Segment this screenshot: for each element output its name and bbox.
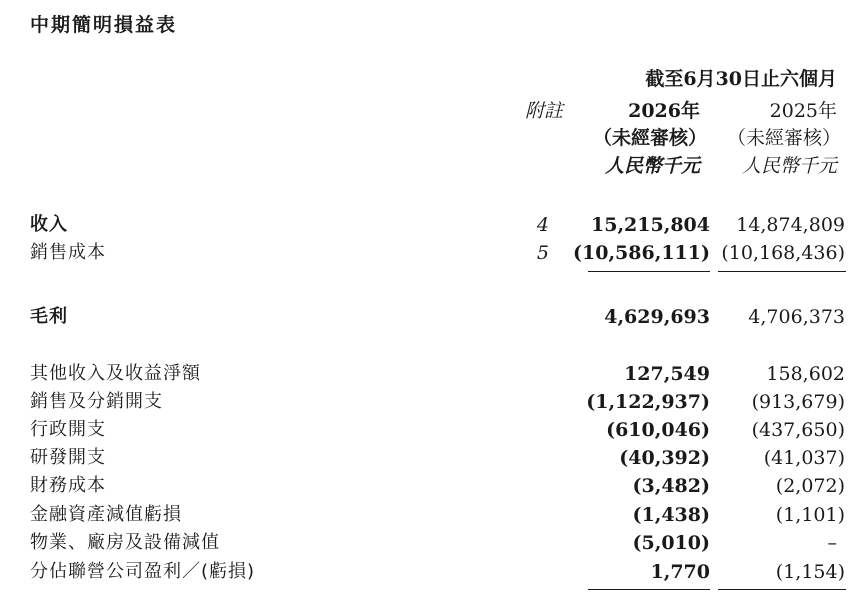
- audit-status-2026: （未經審核）: [592, 127, 707, 149]
- table-row: [0, 305, 865, 329]
- value-2026: (1,438): [632, 504, 710, 526]
- value-2026: 127,549: [624, 363, 710, 385]
- value-2025: (41,037): [763, 447, 845, 469]
- row-label: 銷售及分銷開支: [30, 391, 163, 412]
- row-label: 物業、廠房及設備減值: [30, 532, 220, 553]
- table-row: [0, 531, 865, 555]
- row-label: 毛利: [30, 306, 68, 327]
- subtotal-rule-2026: [588, 271, 710, 272]
- table-row: [0, 560, 865, 584]
- audit-status-2025: （未經審核）: [726, 127, 841, 149]
- year-2025-header: 2025年: [769, 100, 837, 122]
- value-2026: (5,010): [632, 532, 710, 554]
- value-2025: (437,650): [751, 419, 845, 441]
- value-2025: (1,154): [775, 561, 845, 583]
- value-2025: (10,168,436): [721, 242, 845, 264]
- row-note: 5: [536, 242, 549, 264]
- table-row: [0, 213, 865, 237]
- note-column-header: 附註: [524, 100, 563, 122]
- row-label: 其他收入及收益淨額: [30, 363, 201, 384]
- row-label: 收入: [30, 214, 68, 235]
- year-2026-header: 2026年: [628, 100, 700, 122]
- row-label: 分佔聯營公司盈利／(虧損): [30, 561, 256, 582]
- value-2025: (1,101): [775, 504, 845, 526]
- row-label: 財務成本: [30, 475, 106, 496]
- subtotal-rule-2026: [588, 589, 710, 590]
- subtotal-rule-2025: [718, 271, 846, 272]
- value-2025: –: [827, 532, 837, 554]
- value-2026: (610,046): [606, 419, 710, 441]
- table-row: [0, 474, 865, 498]
- value-2025: (2,072): [775, 475, 845, 497]
- value-2025: 4,706,373: [748, 306, 845, 328]
- value-2026: (10,586,111): [573, 242, 710, 264]
- row-note: 4: [536, 214, 549, 236]
- subtotal-rule-2025: [718, 589, 846, 590]
- row-label: 研發開支: [30, 447, 106, 468]
- value-2026: 15,215,804: [591, 214, 710, 236]
- row-label: 金融資產減值虧損: [30, 504, 182, 525]
- table-row: [0, 418, 865, 442]
- value-2026: (3,482): [632, 475, 710, 497]
- value-2026: (40,392): [619, 447, 710, 469]
- period-header: 截至6月30日止六個月: [645, 68, 837, 90]
- unit-2026: 人民幣千元: [604, 155, 700, 177]
- page-title: 中期簡明損益表: [30, 14, 178, 36]
- value-2026: 4,629,693: [604, 306, 710, 328]
- value-2026: (1,122,937): [586, 391, 710, 413]
- value-2025: 14,874,809: [736, 214, 845, 236]
- row-label: 銷售成本: [30, 242, 106, 263]
- unit-2025: 人民幣千元: [741, 155, 837, 177]
- table-row: [0, 446, 865, 470]
- value-2025: (913,679): [751, 391, 845, 413]
- table-row: [0, 390, 865, 414]
- value-2025: 158,602: [766, 363, 845, 385]
- value-2026: 1,770: [650, 561, 710, 583]
- table-row: [0, 362, 865, 386]
- table-row: [0, 241, 865, 265]
- table-row: [0, 503, 865, 527]
- row-label: 行政開支: [30, 419, 106, 440]
